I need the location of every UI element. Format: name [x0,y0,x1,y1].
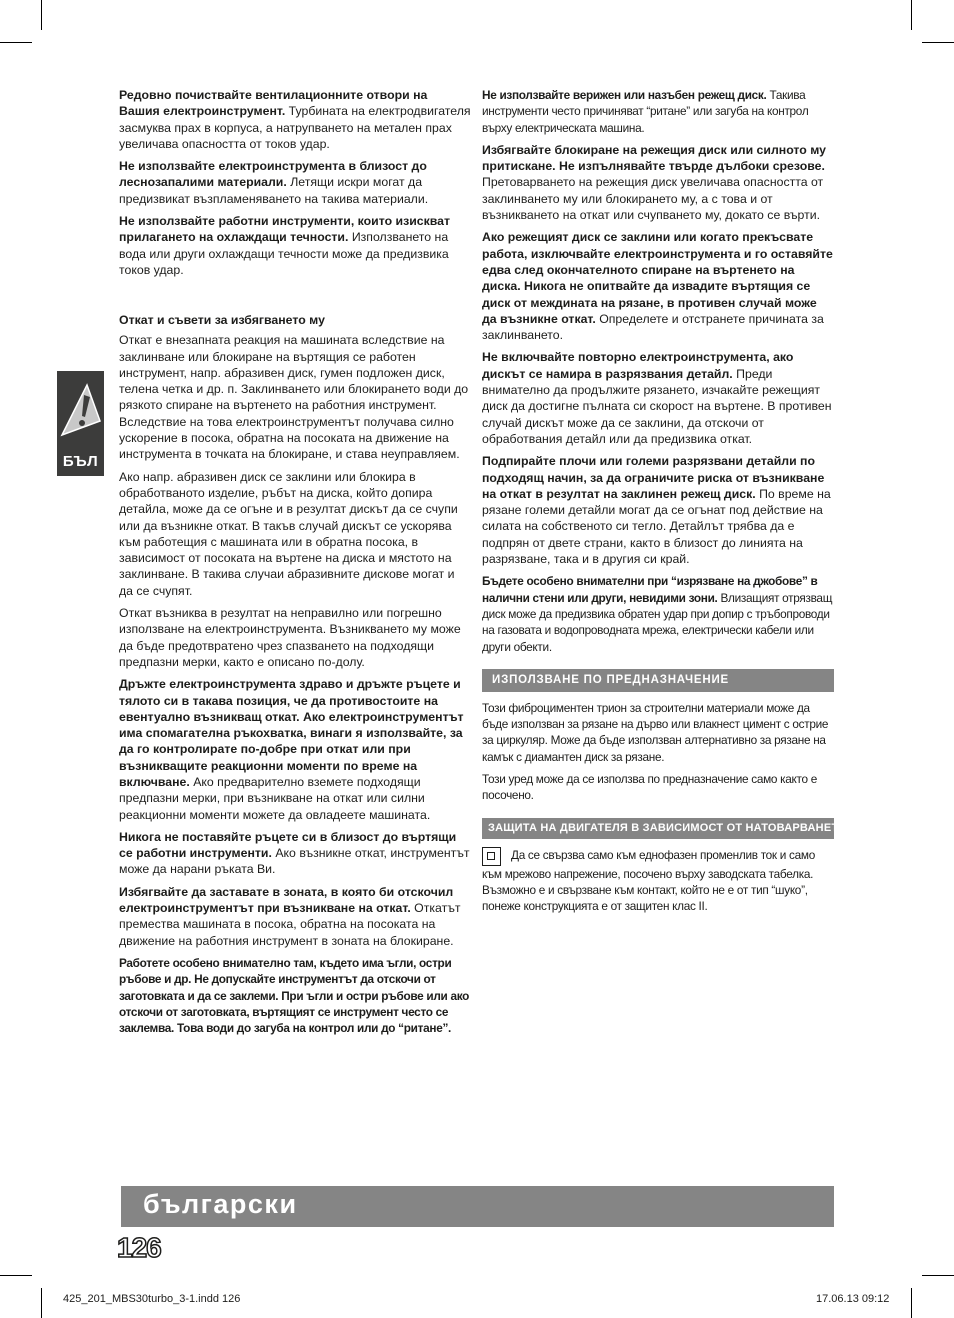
crop-mark [0,1275,32,1276]
section-band: ИЗПОЛЗВАНЕ ПО ПРЕДНАЗНАЧЕНИЕ [482,669,834,692]
bold-text: Бъдете особено внимателни при “изрязване на джобове” в налични стени или други, невидими зони. [482,574,818,605]
side-tab-label: БЪЛ [62,453,99,470]
crop-mark [41,0,42,30]
bold-text: Не използвайте работни инструменти, които изискват прилагането на охлаждащи течности. [119,214,451,245]
paragraph [482,349,834,447]
bold-text: Подпирайте плочи или големи разрязвани детайли по подходящ начин, за да ограничите риска от възникване на откат в резултат на заклинен режещ диск. [482,454,825,501]
paragraph [482,87,834,136]
page-number: 126 [117,1232,161,1263]
crop-mark [911,0,912,30]
paragraph [482,229,834,343]
bold-text: Никога не поставяйте ръцете си в близост до въртящи се работни инструменти. [119,829,457,861]
slug-date: 17.06.13 09:12 [816,1293,890,1305]
body-text: Такива инструменти често причиняват “ритане” или загуба на контрол върху електрическата машина. [482,88,809,135]
crop-mark [922,42,954,43]
body-text: Преди внимателно да продължите рязането, изчакайте режещият диск да достигне пълната си скорост на въртене. В противен случай дискът може да се заклини, да отскочи от обработвания детайл или да предизвика откат. [482,366,832,446]
slug-filename: 425_201_MBS30turbo_3-1.indd 126 [63,1293,241,1305]
body-text: Претоварването на режещия диск увеличава опасността от заклинването му или блокирането му, а с това и от възникването на откат или счупването му, докато се върти. [482,175,824,223]
body-text: Ако предварително вземете подходящи предпазни мерки, при възникване на откат или силни реакционни моменти можете да овладеете машината. [119,774,431,822]
paragraph: Ако напр. абразивен диск се заклини или блокира в обработваното изделие, ръбът на диска, който допира детайла, може да се огъне и в резултат дискът да се счупи или да възникне откат. В такъв случай дискът се ускорява към работещия с машината или в обратна посока, в зависимост от посоката на въртене на диска и мястото на заклинване. В такива случаи абразивните дискове могат и да се счупят. [119,469,458,598]
paragraph [482,573,834,654]
paragraph: Откат е внезапната реакция на машината вследствие на заклинване или блокиране на въртящия се работен инструмент, напр. абразивен диск, гумен подложен диск, телена четка и др. п. Заклинването или блокирането води до рязкото спиране на въртенето на работния инструмент. Вследствие на това електроинструментът получава силно ускорение в посока, обратна на посоката на движение на инструмента в точката на блокиране, и става неуправляем. [119,333,469,462]
paragraph [119,158,471,207]
section-band: ЗАЩИТА НА ДВИГАТЕЛЯ В ЗАВИСИМОСТ ОТ НАТОВАРВАНЕТО [482,818,834,839]
left-column [119,87,471,1042]
language-title: български [143,1189,298,1219]
crop-mark [0,42,32,43]
body-text: Турбината на електродвигателя засмуква прах в корпуса, а натрупването на метален прах увеличава опасността от токов удар. [119,104,471,151]
crop-mark [41,1288,42,1318]
paragraph [119,884,471,949]
paragraph: Работете особено внимателно там, където има ъгли, остри ръбове и др. Не допускайте инструментът да отскочи от заготовката и да се заклеми. При ъгли и остри ръбове или ако отскочи от заготовката, въртящият се инструмент често се заклемва. Това води до загуба на контрол или до “ритане”. [119,955,470,1036]
body-text: Определете и отстранете причината за заклинването. [482,311,824,343]
bold-text: Не включвайте повторно електроинструмента, ако дискът се намира в разрязвания детайл. [482,350,794,381]
body-text: Ако възникне откат, инструментът може да нарани ръката Ви. [119,846,470,877]
paragraph [482,847,834,915]
bold-text: Дръжте електроинструмента здраво и дръжте ръцете и тялото си в такава позиция, че да противостоите на евентуално възникващ откат. Ако електроинструментът има спомагателна ръкохватка, винаги я използвайте, за да го контролирате по-добре при откат или при възникващите реакционни моменти по време на включване. [119,677,464,789]
bold-text: Избягвайте блокиране на режещия диск или силното му притискане. Не изпълнявайте твърде дълбоки срезове. [482,142,826,174]
bold-text: Не използвайте верижен или назъбен режещ диск. [482,88,767,102]
protection-class-ii-icon [482,847,501,866]
paragraph [119,87,471,152]
language-side-tab [57,371,104,476]
body-text: Откатът премества машината в посока, обратна на посоката на движение на работния инструмент в зоната на блокиране. [119,901,461,948]
paragraph [119,213,471,278]
section-heading: Откат и съвети за избягването му [119,313,325,328]
bold-text: Редовно почиствайте вентилационните отвори на Вашия електроинструмент. [119,88,428,119]
body-text: Използването на вода или други охлаждащи течности може да предизвика токов удар. [119,230,449,277]
paragraph: Този фиброциментен трион за строителни материали може да бъде използван за рязане на дърво или влакнест цимент с острие за циркуляр. Може да бъде използван алтернативно за рязане на камък с диамантен диск за рязане. [482,700,829,764]
body-text: Да се свързва само към еднофазен променлив ток и само към мрежово напрежение, посочено върху заводската табелка. Възможно е и свързване към контакт, който не е от тип “шуко”, понеже конструкцията е от защитен клас II. [482,847,815,914]
right-column [482,87,847,920]
body-text: Летящи искри могат да предизвикат възпламеняването на такива материали. [119,175,429,206]
paragraph [482,453,834,567]
body-text: По време на рязане големи детайли могат да се огънат под действие на силата на собственото си тегло. Детайлът трябва да е подпрян от двете страни, както в близост до линията на разрязване, така и в другия си край. [482,486,831,567]
language-footer-band [121,1186,834,1227]
paragraph: Този уред може да се използва по предназначение само както е посочено. [482,771,817,803]
crop-mark [922,1275,954,1276]
paragraph [119,676,471,823]
bold-text: Не използвайте електроинструмента в близост до леснозапалими материали. [119,159,427,190]
bold-text: Избягвайте да заставате в зоната, в която би отскочил електроинструментът при възникване на откат. [119,884,454,916]
crop-mark [911,1288,912,1318]
paragraph [119,829,471,878]
warning-icon [57,371,104,451]
body-text: Влизащият отрязващ диск може да предизвика обратен удар при допир с тръбопроводи на газовата и водопроводната мрежа, електрически кабели или други обекти. [482,590,833,654]
bold-text: Ако режещият диск се заклини или когато прекъсвате работа, изключвайте електроинструмента и го оставяйте едва след окончателното спиране на въртенето на диска. Никога не опитвайте да извадите въртящия се диск от междината на рязане, в противен случай може да възникне откат. [482,230,833,326]
paragraph [482,142,834,223]
paragraph: Откат възниква в резултат на неправилно или погрешно използване на електроинструмента. Възникването му може да бъде предотвратено чрез спазването на подходящи предпазни мерки, както е описано по-долу. [119,606,461,669]
